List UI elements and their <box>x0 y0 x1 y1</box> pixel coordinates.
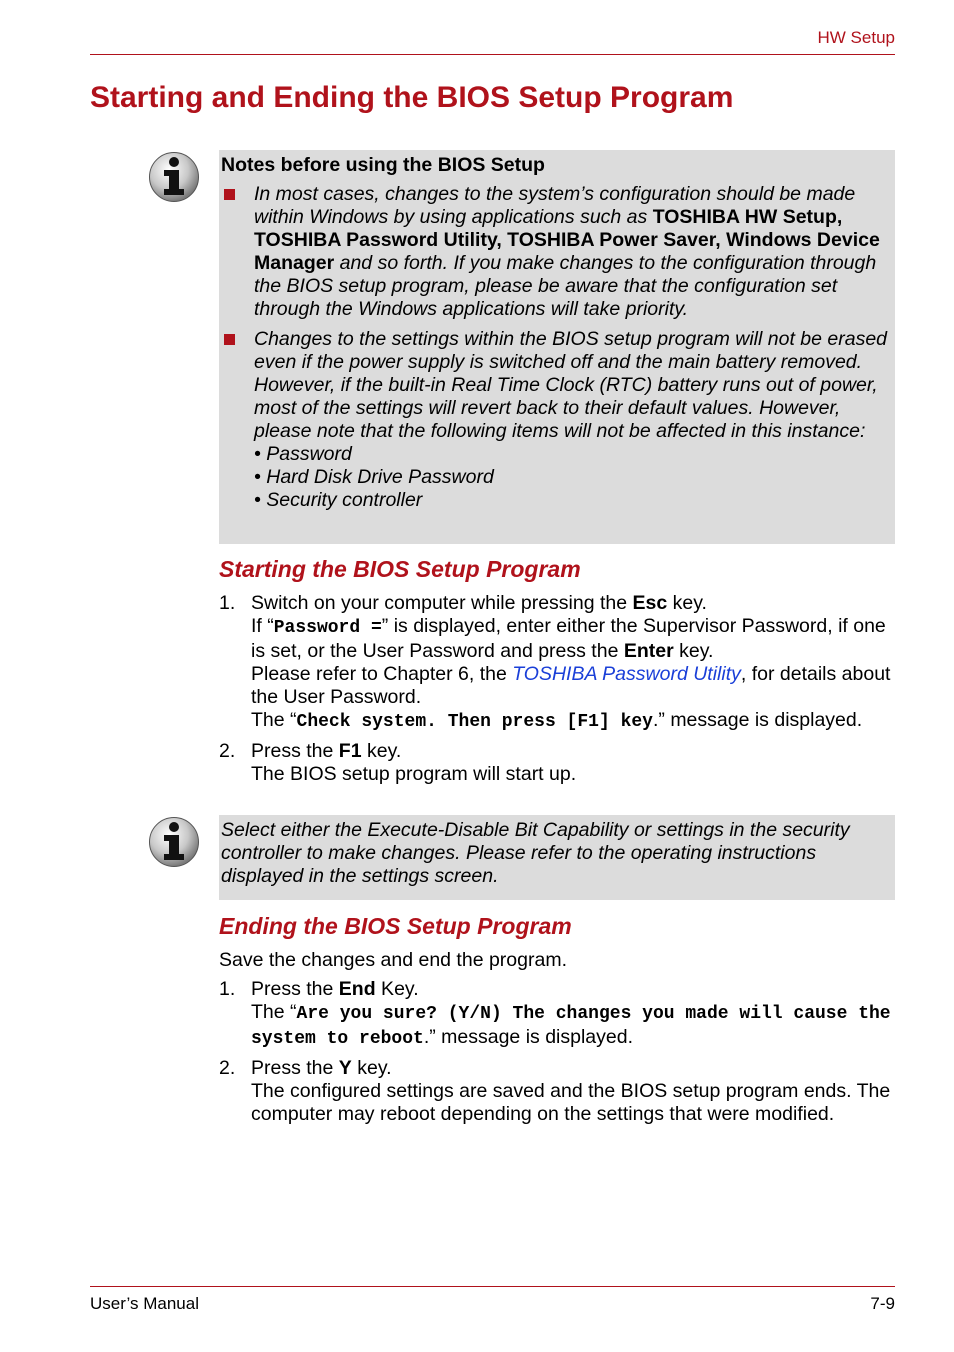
step-text: Please refer to Chapter 6, the <box>251 663 513 685</box>
step-text: The BIOS setup program will start up. <box>251 763 577 785</box>
step-item <box>219 978 895 1051</box>
step-text: If “ <box>251 615 274 637</box>
step-number: 1. <box>219 978 236 1000</box>
key-name: Esc <box>632 592 668 614</box>
step-number: 2. <box>219 740 236 762</box>
list-item: • Password <box>254 443 352 465</box>
key-name: Y <box>338 1057 352 1079</box>
step-text: Press the <box>251 978 339 1000</box>
step-text: Press the <box>251 1057 339 1079</box>
step-text: key. <box>673 640 714 662</box>
footer-manual: User’s Manual <box>90 1294 199 1313</box>
key-name: End <box>338 978 376 1000</box>
step-text: key. <box>361 740 402 762</box>
intro-text: Save the changes and end the program. <box>219 949 567 971</box>
step-item <box>219 1057 895 1126</box>
note-title: Notes before using the BIOS Setup <box>221 154 545 176</box>
list-item: • Hard Disk Drive Password <box>254 466 494 488</box>
key-name: F1 <box>338 740 362 762</box>
note-box <box>219 150 895 544</box>
footer-rule <box>90 1286 895 1287</box>
note-text: In most cases, changes to the system’s configuration should be made within Windows by using applications such as <box>254 183 856 228</box>
section-heading-start: Starting the BIOS Setup Program <box>219 556 581 582</box>
info-icon <box>148 151 200 203</box>
step-text: .” message is displayed. <box>652 709 863 731</box>
section-heading-end: Ending the BIOS Setup Program <box>219 913 572 939</box>
step-item <box>219 592 895 734</box>
key-name: Enter <box>623 640 674 662</box>
section-name: HW Setup <box>817 28 895 47</box>
end-steps <box>219 949 895 1132</box>
step-text: Switch on your computer while pressing the <box>251 592 633 614</box>
page-number: 7-9 <box>870 1294 895 1313</box>
note-bullet <box>221 328 893 512</box>
step-text: key. <box>351 1057 392 1079</box>
step-text: Key. <box>375 978 419 1000</box>
note-box <box>219 815 895 900</box>
step-text: The “ <box>251 1001 297 1023</box>
step-item <box>219 740 895 786</box>
note-text: Select either the Execute-Disable Bit Capability or settings in the security controller to make changes. Please refer to the operating instructions displayed in the settings screen. <box>221 819 850 887</box>
screen-message: Password = <box>273 618 382 638</box>
step-number: 2. <box>219 1057 236 1079</box>
screen-message: Check system. Then press [F1] key <box>296 712 653 732</box>
step-text: .” message is displayed. <box>423 1026 634 1048</box>
header-rule <box>90 54 895 55</box>
note-bullet <box>221 183 893 321</box>
step-text: The configured settings are saved and the BIOS setup program ends. The computer may reboot depending on the settings that were modified. <box>251 1080 891 1125</box>
bullet-square <box>224 189 235 200</box>
note-text: and so forth. If you make changes to the configuration through the BIOS setup program, please be aware that the configuration set through the Windows applications will take priority. <box>254 252 877 320</box>
step-text: The “ <box>251 709 297 731</box>
step-text: ” is displayed, enter either the Supervisor Password, if one is set, or the User Password and press the <box>251 615 886 662</box>
start-steps <box>219 592 895 792</box>
step-text: key. <box>667 592 707 614</box>
screen-message: Are you sure? (Y/N) The changes you made will cause the system to reboot <box>251 1004 891 1049</box>
chapter-link[interactable]: TOSHIBA Password Utility <box>512 663 741 685</box>
step-number: 1. <box>219 592 236 614</box>
page-title: Starting and Ending the BIOS Setup Program <box>90 81 734 114</box>
bullet-square <box>224 334 235 345</box>
note-text: Changes to the settings within the BIOS setup program will not be erased even if the power supply is switched off and the main battery removed. However, if the built-in Real Time Clock (RTC) battery runs out of power, most of the settings will revert back to their default values. However, please note that the following items will not be affected in this instance: <box>254 328 888 442</box>
note-app-names: TOSHIBA HW Setup, TOSHIBA Password Utility, TOSHIBA Power Saver, Windows Device Manager <box>254 206 880 274</box>
list-item: • Security controller <box>254 489 423 511</box>
step-text: Press the <box>251 740 339 762</box>
info-icon <box>148 816 200 868</box>
step-text: , for details about the User Password. <box>251 663 891 708</box>
